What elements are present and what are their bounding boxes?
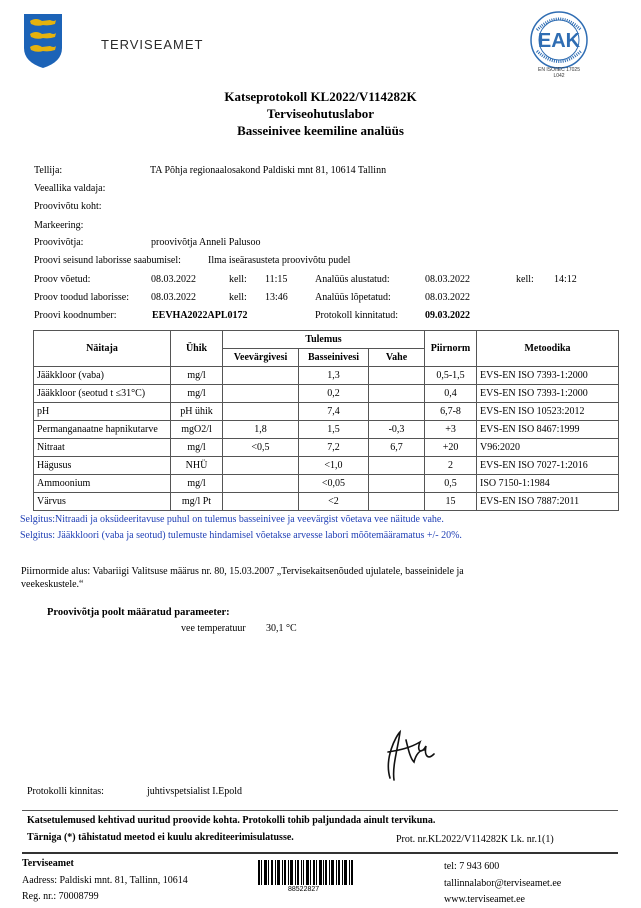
table-row xyxy=(34,457,619,475)
cell-uhik: mg/l Pt xyxy=(171,493,223,511)
report-title-line1: Katseprotokoll KL2022/V114282K xyxy=(224,89,417,104)
cell-metoodika: EVS-EN ISO 8467:1999 xyxy=(477,421,619,439)
cell-uhik: mg/l xyxy=(171,385,223,403)
table-row xyxy=(34,493,619,511)
terviseamet-logo-text: TERVISEAMET xyxy=(101,37,204,52)
protocol-page-ref: Prot. nr.KL2022/V114282K Lk. nr.1(1) xyxy=(396,834,554,845)
parameter-name: vee temperatuur xyxy=(181,623,246,634)
table-row xyxy=(34,367,619,385)
disclaimer-line1: Katsetulemused kehtivad uuritud proovide kohta. Protokolli tohib paljundada ainult tervikuna. xyxy=(27,815,436,826)
header-uhik: Ühik xyxy=(171,331,223,367)
header-metoodika: Metoodika xyxy=(477,331,619,367)
selgitus-note-2: Selgitus: Jääkkloori (vaba ja seotud) tulemuste hindamisel võetakse arvesse labori mõõtemääramatus +/- 20%. xyxy=(20,530,462,541)
tellija-label: Tellija: xyxy=(34,165,63,176)
koodnumber-value: EEVHA2022APL0172 xyxy=(152,310,248,321)
cell-veevargivesi xyxy=(223,493,299,511)
cell-vahe xyxy=(369,457,425,475)
cell-basseinivesi: 0,2 xyxy=(299,385,369,403)
piirnormide-alus-line1: Piirnormide alus: Vabariigi Valitsuse määrus nr. 80, 15.03.2007 „Tervisekaitsenõuded ujulatele, basseinidele ja xyxy=(21,566,464,577)
header-veevargivesi: Veevärgivesi xyxy=(223,349,299,367)
footer-divider xyxy=(22,852,618,854)
eak-accreditation-badge xyxy=(510,10,608,70)
proov-toodud-date: 08.03.2022 xyxy=(151,292,196,303)
cell-uhik: mg/l xyxy=(171,439,223,457)
cell-piirnorm: 0,5 xyxy=(425,475,477,493)
footer-phone: tel: 7 943 600 xyxy=(444,861,500,872)
coat-of-arms-logo xyxy=(22,12,64,70)
cell-vahe xyxy=(369,493,425,511)
barcode-number: 88522827 xyxy=(288,886,320,893)
header-basseinivesi: Basseinivesi xyxy=(299,349,369,367)
cell-metoodika: ISO 7150-1:1984 xyxy=(477,475,619,493)
proov-votetud-kell-label: kell: xyxy=(229,274,247,285)
analuus-alustatud-date: 08.03.2022 xyxy=(425,274,470,285)
header-piirnorm: Piirnorm xyxy=(425,331,477,367)
cell-piirnorm: 15 xyxy=(425,493,477,511)
tellija-value: TA Põhja regionaalosakond Paldiski mnt 81, 10614 Tallinn xyxy=(150,165,387,176)
selgitus-note-1: Selgitus:Nitraadi ja oksüdeeritavuse puhul on tulemus basseinivee ja veevärgist võetava vee näitude vahe. xyxy=(20,514,444,525)
cell-metoodika: EVS-EN ISO 10523:2012 xyxy=(477,403,619,421)
cell-uhik: mg/l xyxy=(171,367,223,385)
report-title xyxy=(0,88,641,139)
handwritten-signature xyxy=(370,718,440,788)
proov-toodud-label: Proov toodud laborisse: xyxy=(34,292,129,303)
cell-basseinivesi: <0,05 xyxy=(299,475,369,493)
cell-basseinivesi: 7,4 xyxy=(299,403,369,421)
cell-metoodika: EVS-EN ISO 7393-1:2000 xyxy=(477,385,619,403)
divider xyxy=(22,810,618,811)
approval-value: juhtivspetsialist I.Epold xyxy=(147,786,242,797)
cell-vahe: -0,3 xyxy=(369,421,425,439)
cell-veevargivesi xyxy=(223,367,299,385)
proov-votetud-date: 08.03.2022 xyxy=(151,274,196,285)
cell-metoodika: V96:2020 xyxy=(477,439,619,457)
cell-piirnorm: +20 xyxy=(425,439,477,457)
footer-web[interactable]: www.terviseamet.ee xyxy=(444,894,525,905)
cell-uhik: mg/l xyxy=(171,475,223,493)
cell-naitaja: Ammoonium xyxy=(34,475,171,493)
results-table xyxy=(33,330,619,511)
analuus-lopetatud-date: 08.03.2022 xyxy=(425,292,470,303)
accreditation-standard-name: EN ISO/IEC 17025 xyxy=(538,67,580,73)
table-row xyxy=(34,439,619,457)
protokoll-kinnitatud-label: Protokoll kinnitatud: xyxy=(315,310,399,321)
veeallika-label: Veeallika valdaja: xyxy=(34,183,106,194)
footer-email[interactable]: tallinnalabor@terviseamet.ee xyxy=(444,878,562,889)
analuus-alustatud-kell: 14:12 xyxy=(554,274,577,285)
cell-naitaja: pH xyxy=(34,403,171,421)
parameters-heading: Proovivõtja poolt määratud parameeter: xyxy=(47,607,230,618)
proov-toodud-kell-label: kell: xyxy=(229,292,247,303)
cell-veevargivesi xyxy=(223,457,299,475)
cell-naitaja: Jääkkloor (seotud t ≤31°C) xyxy=(34,385,171,403)
proov-votetud-label: Proov võetud: xyxy=(34,274,91,285)
cell-naitaja: Jääkkloor (vaba) xyxy=(34,367,171,385)
cell-piirnorm: 0,4 xyxy=(425,385,477,403)
cell-naitaja: Permanganaatne hapnikutarve xyxy=(34,421,171,439)
cell-piirnorm: 6,7-8 xyxy=(425,403,477,421)
analuus-lopetatud-label: Analüüs lõpetatud: xyxy=(315,292,391,303)
markeering-label: Markeering: xyxy=(34,220,84,231)
cell-basseinivesi: <2 xyxy=(299,493,369,511)
cell-basseinivesi: 1,5 xyxy=(299,421,369,439)
cell-naitaja: Nitraat xyxy=(34,439,171,457)
table-row xyxy=(34,475,619,493)
parameter-value: 30,1 °C xyxy=(266,623,297,634)
cell-piirnorm: +3 xyxy=(425,421,477,439)
koodnumber-label: Proovi koodnumber: xyxy=(34,310,117,321)
header-vahe: Vahe xyxy=(369,349,425,367)
cell-vahe xyxy=(369,475,425,493)
cell-naitaja: Hägusus xyxy=(34,457,171,475)
cell-veevargivesi: 1,8 xyxy=(223,421,299,439)
cell-piirnorm: 0,5-1,5 xyxy=(425,367,477,385)
cell-vahe: 6,7 xyxy=(369,439,425,457)
report-title-line3: Basseinivee keemiline analüüs xyxy=(237,123,404,138)
barcode xyxy=(258,860,354,885)
cell-naitaja: Värvus xyxy=(34,493,171,511)
cell-metoodika: EVS-EN ISO 7887:2011 xyxy=(477,493,619,511)
seisund-label: Proovi seisund laborisse saabumisel: xyxy=(34,255,181,266)
cell-vahe xyxy=(369,385,425,403)
approval-label: Protokolli kinnitas: xyxy=(27,786,104,797)
header-naitaja: Näitaja xyxy=(34,331,171,367)
proovivotu-koht-label: Proovivõtu koht: xyxy=(34,201,102,212)
eak-badge-label: EAK xyxy=(537,30,581,52)
cell-uhik: mgO2/l xyxy=(171,421,223,439)
cell-uhik: pH ühik xyxy=(171,403,223,421)
accreditation-number: L042 xyxy=(553,73,565,79)
accreditation-standard xyxy=(512,67,606,79)
proovivotja-value: proovivõtja Anneli Palusoo xyxy=(151,237,261,248)
footer-org: Terviseamet xyxy=(22,858,74,869)
cell-veevargivesi xyxy=(223,385,299,403)
disclaimer-line2: Tärniga (*) tähistatud meetod ei kuulu akrediteerimisulatusse. xyxy=(27,832,294,843)
cell-vahe xyxy=(369,367,425,385)
proov-votetud-kell: 11:15 xyxy=(265,274,288,285)
cell-veevargivesi xyxy=(223,475,299,493)
piirnormide-alus-line2: veekeskustele.“ xyxy=(21,579,84,590)
cell-piirnorm: 2 xyxy=(425,457,477,475)
header-tulemus: Tulemus xyxy=(223,331,425,349)
cell-metoodika: EVS-EN ISO 7027-1:2016 xyxy=(477,457,619,475)
footer-address: Aadress: Paldiski mnt. 81, Tallinn, 10614 xyxy=(22,875,188,886)
cell-vahe xyxy=(369,403,425,421)
cell-basseinivesi: 7,2 xyxy=(299,439,369,457)
proovivotja-label: Proovivõtja: xyxy=(34,237,84,248)
cell-basseinivesi: 1,3 xyxy=(299,367,369,385)
seisund-value: Ilma iseärasusteta proovivõtu pudel xyxy=(208,255,351,266)
report-title-line2: Terviseohutuslabor xyxy=(266,106,375,121)
analuus-alustatud-kell-label: kell: xyxy=(516,274,534,285)
table-row xyxy=(34,403,619,421)
table-row xyxy=(34,421,619,439)
cell-metoodika: EVS-EN ISO 7393-1:2000 xyxy=(477,367,619,385)
footer-reg: Reg. nr.: 70008799 xyxy=(22,891,99,902)
cell-basseinivesi: <1,0 xyxy=(299,457,369,475)
cell-veevargivesi xyxy=(223,403,299,421)
table-row xyxy=(34,385,619,403)
cell-uhik: NHÜ xyxy=(171,457,223,475)
cell-veevargivesi: <0,5 xyxy=(223,439,299,457)
proov-toodud-kell: 13:46 xyxy=(265,292,288,303)
analuus-alustatud-label: Analüüs alustatud: xyxy=(315,274,390,285)
protokoll-kinnitatud-date: 09.03.2022 xyxy=(425,310,470,321)
